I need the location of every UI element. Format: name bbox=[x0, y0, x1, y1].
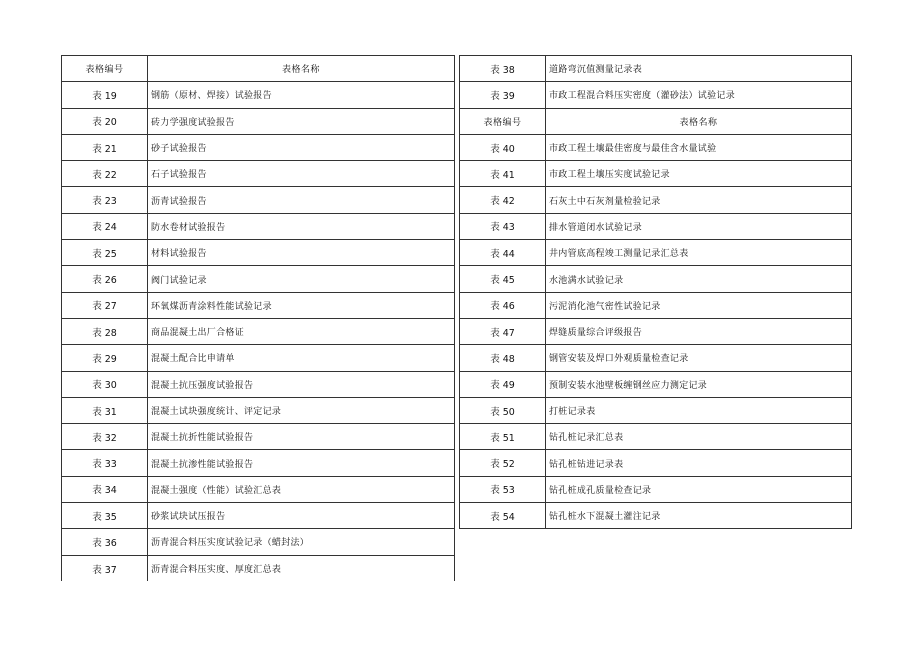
form-name-cell: 砂浆试块试压报告 bbox=[148, 503, 455, 529]
form-name-cell: 混凝土强度（性能）试验汇总表 bbox=[148, 476, 455, 502]
form-code-cell: 表 33 bbox=[62, 450, 148, 476]
form-code-cell: 表 37 bbox=[62, 555, 148, 581]
table-row bbox=[460, 371, 852, 397]
table-row bbox=[460, 187, 852, 213]
header-name-cell: 表格名称 bbox=[546, 108, 852, 134]
form-code-cell: 表 36 bbox=[62, 529, 148, 555]
table-row bbox=[62, 424, 455, 450]
form-name-cell: 钻孔桩成孔质量检查记录 bbox=[546, 476, 852, 502]
form-code-cell: 表 54 bbox=[460, 503, 546, 529]
form-name-cell: 混凝土试块强度统计、评定记录 bbox=[148, 397, 455, 423]
table-row bbox=[62, 213, 455, 239]
table-row bbox=[62, 266, 455, 292]
table-row bbox=[62, 318, 455, 344]
form-name-cell: 钢管安装及焊口外观质量检查记录 bbox=[546, 345, 852, 371]
form-name-cell: 市政工程土壤压实度试验记录 bbox=[546, 161, 852, 187]
form-code-cell: 表 39 bbox=[460, 82, 546, 108]
form-name-cell: 钻孔桩钻进记录表 bbox=[546, 450, 852, 476]
header-code-cell: 表格编号 bbox=[62, 56, 148, 82]
header-name-cell: 表格名称 bbox=[148, 56, 455, 82]
table-row bbox=[62, 371, 455, 397]
table-row bbox=[62, 476, 455, 502]
form-name-cell: 道路弯沉值测量记录表 bbox=[546, 56, 852, 82]
table-row bbox=[460, 134, 852, 160]
table-row bbox=[460, 240, 852, 266]
form-code-cell: 表 27 bbox=[62, 292, 148, 318]
form-code-cell: 表 28 bbox=[62, 318, 148, 344]
form-name-cell: 钻孔桩水下混凝土灌注记录 bbox=[546, 503, 852, 529]
form-name-cell: 混凝土配合比申请单 bbox=[148, 345, 455, 371]
form-code-cell: 表 50 bbox=[460, 397, 546, 423]
form-name-cell: 环氧煤沥青涂料性能试验记录 bbox=[148, 292, 455, 318]
form-code-cell: 表 41 bbox=[460, 161, 546, 187]
form-name-cell: 预制安装水池壁板缠钢丝应力测定记录 bbox=[546, 371, 852, 397]
table-row bbox=[62, 108, 455, 134]
form-code-cell: 表 29 bbox=[62, 345, 148, 371]
form-code-cell: 表 38 bbox=[460, 56, 546, 82]
form-name-cell: 沥青混合料压实度试验记录（蜡封法） bbox=[148, 529, 455, 555]
form-code-cell: 表 42 bbox=[460, 187, 546, 213]
table-row bbox=[62, 134, 455, 160]
table-row bbox=[62, 240, 455, 266]
table-row bbox=[460, 266, 852, 292]
form-code-cell: 表 40 bbox=[460, 134, 546, 160]
table-row bbox=[62, 82, 455, 108]
table-row bbox=[460, 56, 852, 82]
form-code-cell: 表 21 bbox=[62, 134, 148, 160]
form-code-cell: 表 19 bbox=[62, 82, 148, 108]
form-name-cell: 打桩记录表 bbox=[546, 397, 852, 423]
table-row bbox=[460, 397, 852, 423]
form-code-cell: 表 47 bbox=[460, 318, 546, 344]
form-name-cell: 防水卷材试验报告 bbox=[148, 213, 455, 239]
table-row bbox=[62, 397, 455, 423]
form-code-cell: 表 31 bbox=[62, 397, 148, 423]
form-code-cell: 表 45 bbox=[460, 266, 546, 292]
table-row bbox=[460, 503, 852, 529]
form-code-cell: 表 48 bbox=[460, 345, 546, 371]
form-name-cell: 井内管底高程竣工测量记录汇总表 bbox=[546, 240, 852, 266]
form-name-cell: 混凝土抗渗性能试验报告 bbox=[148, 450, 455, 476]
form-name-cell: 阀门试验记录 bbox=[148, 266, 455, 292]
header-code-cell: 表格编号 bbox=[460, 108, 546, 134]
form-code-cell: 表 22 bbox=[62, 161, 148, 187]
form-code-cell: 表 30 bbox=[62, 371, 148, 397]
table-row bbox=[460, 213, 852, 239]
form-code-cell: 表 34 bbox=[62, 476, 148, 502]
form-code-cell: 表 25 bbox=[62, 240, 148, 266]
table-row bbox=[460, 345, 852, 371]
table-row bbox=[460, 292, 852, 318]
table-header-row bbox=[62, 56, 455, 82]
table-row bbox=[62, 555, 455, 581]
form-code-cell: 表 43 bbox=[460, 213, 546, 239]
table-row bbox=[62, 450, 455, 476]
form-code-cell: 表 53 bbox=[460, 476, 546, 502]
form-name-cell: 焊缝质量综合评级报告 bbox=[546, 318, 852, 344]
form-name-cell: 石灰土中石灰剂量检验记录 bbox=[546, 187, 852, 213]
form-code-cell: 表 35 bbox=[62, 503, 148, 529]
form-name-cell: 排水管道闭水试验记录 bbox=[546, 213, 852, 239]
table-row bbox=[460, 82, 852, 108]
table-row bbox=[62, 345, 455, 371]
form-name-cell: 沥青试验报告 bbox=[148, 187, 455, 213]
table-row bbox=[460, 476, 852, 502]
form-name-cell: 水池满水试验记录 bbox=[546, 266, 852, 292]
form-name-cell: 材料试验报告 bbox=[148, 240, 455, 266]
table-row bbox=[460, 318, 852, 344]
form-name-cell: 污泥消化池气密性试验记录 bbox=[546, 292, 852, 318]
form-code-cell: 表 46 bbox=[460, 292, 546, 318]
form-code-cell: 表 51 bbox=[460, 424, 546, 450]
form-code-cell: 表 32 bbox=[62, 424, 148, 450]
form-name-cell: 砂子试验报告 bbox=[148, 134, 455, 160]
form-code-cell: 表 20 bbox=[62, 108, 148, 134]
form-code-cell: 表 49 bbox=[460, 371, 546, 397]
left-form-index-table bbox=[61, 55, 455, 581]
form-name-cell: 市政工程土壤最佳密度与最佳含水量试验 bbox=[546, 134, 852, 160]
table-row bbox=[460, 450, 852, 476]
form-name-cell: 混凝土抗折性能试验报告 bbox=[148, 424, 455, 450]
form-name-cell: 钢筋（原材、焊接）试验报告 bbox=[148, 82, 455, 108]
form-name-cell: 钻孔桩记录汇总表 bbox=[546, 424, 852, 450]
form-name-cell: 混凝土抗压强度试验报告 bbox=[148, 371, 455, 397]
form-code-cell: 表 52 bbox=[460, 450, 546, 476]
form-code-cell: 表 26 bbox=[62, 266, 148, 292]
table-row bbox=[62, 503, 455, 529]
form-name-cell: 市政工程混合料压实密度（灌砂法）试验记录 bbox=[546, 82, 852, 108]
table-row bbox=[62, 292, 455, 318]
form-name-cell: 砖力学强度试验报告 bbox=[148, 108, 455, 134]
right-form-index-table bbox=[459, 55, 852, 529]
form-name-cell: 商品混凝土出厂合格证 bbox=[148, 318, 455, 344]
form-code-cell: 表 23 bbox=[62, 187, 148, 213]
form-code-cell: 表 24 bbox=[62, 213, 148, 239]
table-header-row bbox=[460, 108, 852, 134]
table-row bbox=[62, 187, 455, 213]
table-row bbox=[460, 424, 852, 450]
table-row bbox=[460, 161, 852, 187]
table-row bbox=[62, 529, 455, 555]
form-name-cell: 沥青混合料压实度、厚度汇总表 bbox=[148, 555, 455, 581]
table-row bbox=[62, 161, 455, 187]
form-name-cell: 石子试验报告 bbox=[148, 161, 455, 187]
form-code-cell: 表 44 bbox=[460, 240, 546, 266]
